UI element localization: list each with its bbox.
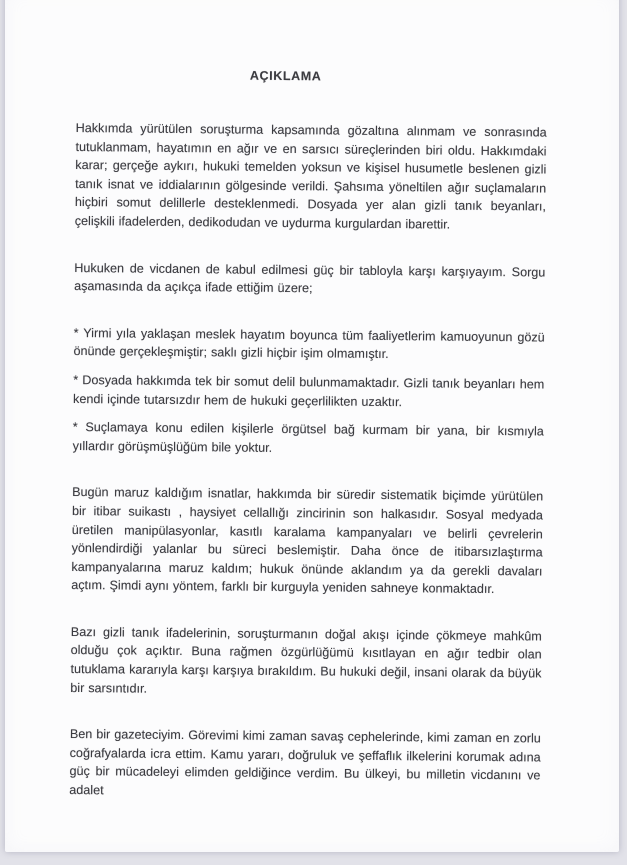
document-page xyxy=(5,0,619,852)
document-title: AÇIKLAMA xyxy=(249,68,322,84)
bullet-paragraph: * Dosyada hakkımda tek bir somut delil bulunmamaktadır. Gizli tanık beyanları hem kendi içinde tutarsızdır hem de hukuki geçerlilikten uzaktır. xyxy=(73,372,545,409)
document-body xyxy=(69,119,547,804)
paragraph: Ben bir gazeteciyim. Görevimi kimi zaman savaş cephelerinde, kimi zaman en zorlu coğrafyalarda icra ettim. Kamu yararı, doğruluk ve şeffaflık ilkelerini korumak adına güç bir mücadeleyi elimden geldiğince verdim. Bu ülkeyi, bu milletin vicdanını ve adalet xyxy=(69,727,541,798)
bullet-paragraph: * Suçlamaya konu edilen kişilerle örgütsel bağ kurmam bir yana, bir kısmıyla yıllardır görüşmüşlüğüm bile yoktur. xyxy=(72,420,544,455)
document-content xyxy=(69,0,548,804)
paragraph: Hukuken de vicdanen de kabul edilmesi güç bir tabloyla karşı karşıyayım. Sorgu aşamasında da açıkça ifade ettiğim üzere; xyxy=(74,260,546,296)
paragraph: Bazı gizli tanık ifadelerinin, soruşturmanın doğal akışı içinde çökmeye mahkûm olduğu çok açıktır. Buna rağmen özgürlüğümü kısıtlayan en ağır tedbir olan tutuklama kararıyla karşı karşıya bırakıldım. Bu hukuki değil, insani olarak da büyük bir sarsıntıdır. xyxy=(70,624,542,696)
bullet-paragraph: * Yirmi yıla yaklaşan meslek hayatım boyunca tüm faaliyetlerim kamuoyunun gözü önünde gerçekleşmiştir; saklı gizli hiçbir işim olmamıştır. xyxy=(73,325,545,362)
paragraph: Hakkımda yürütülen soruşturma kapsamında gözaltına alınmam ve sonrasında tutuklanmam, hayatımın en ağır ve en sarsıcı süreçlerinden biri oldu. Hakkımdaki karar; gerçeğe aykırı, hukuki temelden yoksun ve kişisel husumetle beslenen gizli tanık isnat ve iddialarının gölgesinde verildi. Şahsıma yöneltilen ağır suçlamaların hiçbiri somut delillerle desteklenmedi. Dosyada yer alan gizli tanık beyanları, çelişkili ifadelerden, dedikodudan ve uydurma kurgulardan ibarettir. xyxy=(74,120,547,232)
paragraph: Bugün maruz kaldığım isnatlar, hakkımda bir süredir sistematik biçimde yürütülen bir itibar suikastı , haysiyet cellallığı zincirinin son halkasıdır. Sosyal medyada üretilen manipülasyonlar, kasıtlı karalama kampanyaları ve belirli çevrelerin yönlendirdiği yalanlar bu süreci beslemiştir. Daha önce de itibarsızlaştırma kampanyalarına maruz kaldım; hukuk önünde aklandım ya da gerekli davaları açtım. Şimdi aynı yöntem, farklı bir kurguyla yeniden sahneye konmaktadır. xyxy=(71,485,544,597)
